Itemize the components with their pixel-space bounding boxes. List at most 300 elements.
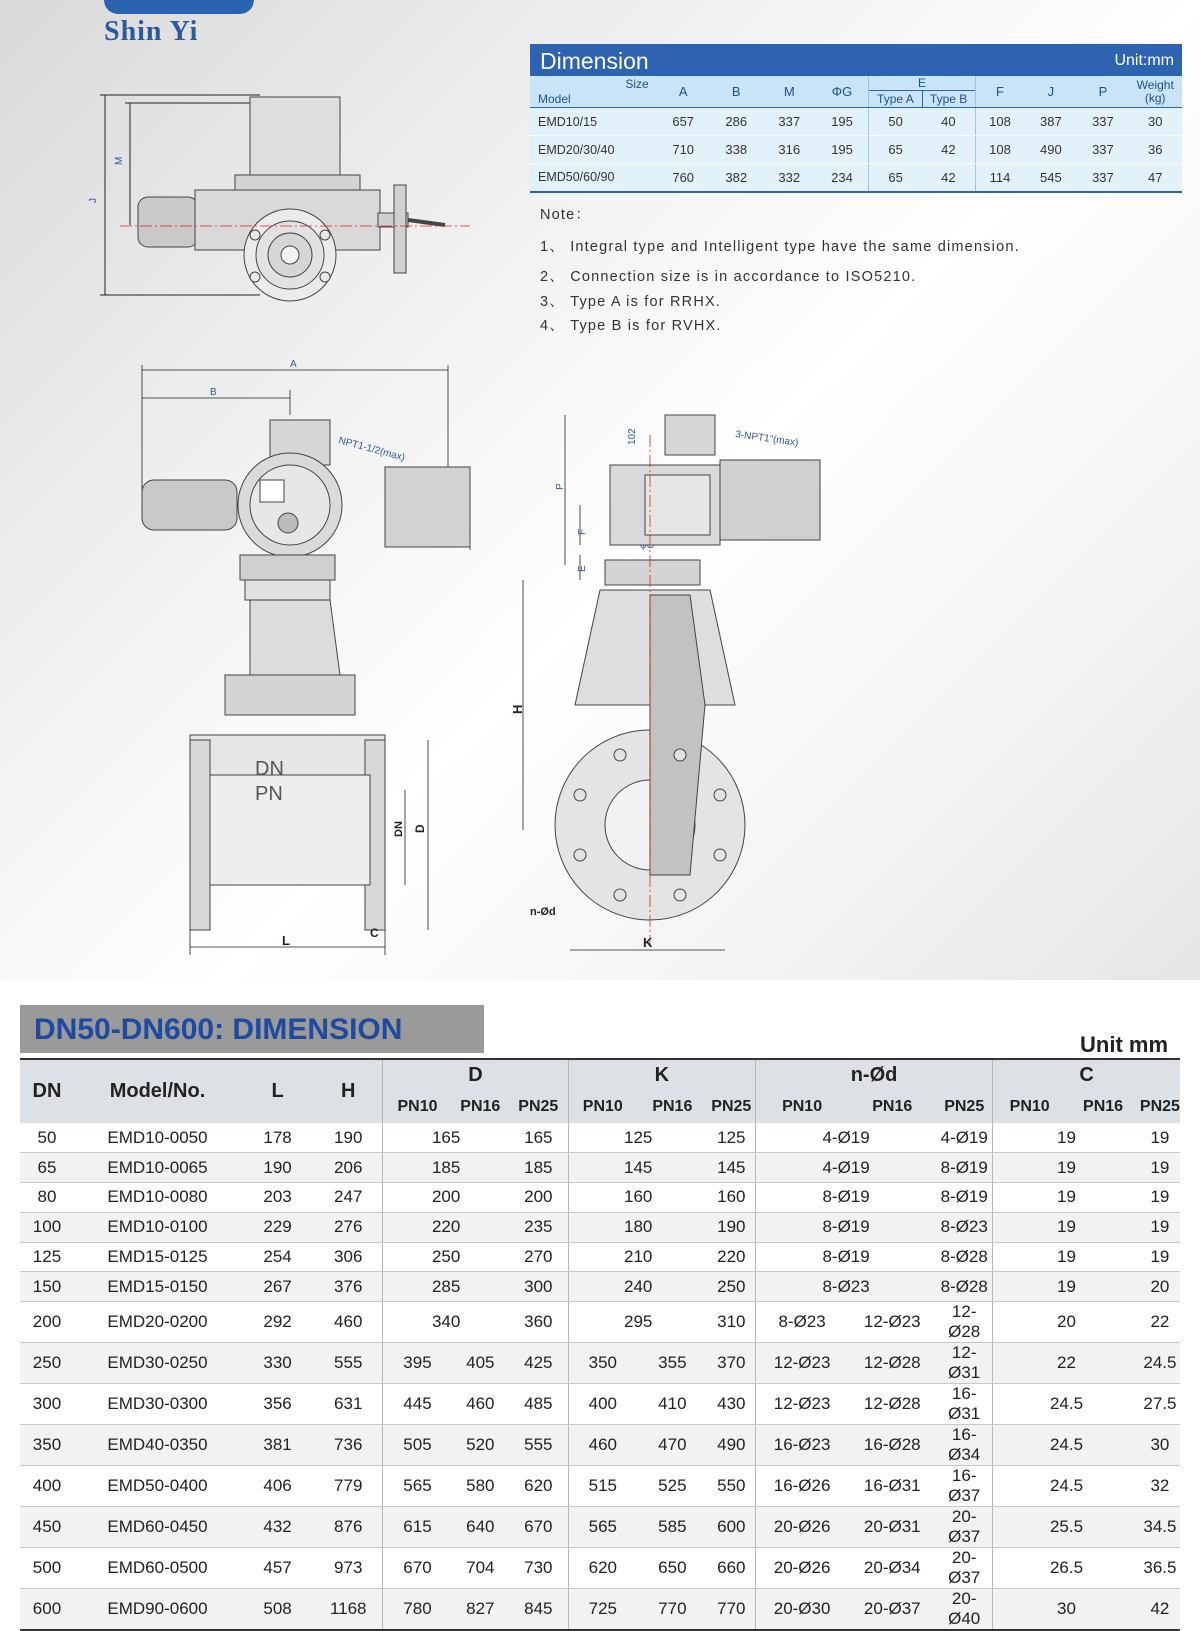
cell-k-pn10-16: 210 <box>568 1242 708 1272</box>
cell-nd-pn25: 12-Ø28 <box>936 1302 992 1343</box>
dimension-row <box>530 164 1182 192</box>
cell-c-pn25: 19 <box>1140 1212 1180 1242</box>
cell-nd-pn16: 20-Ø31 <box>848 1507 936 1548</box>
dim-g: 195 <box>816 108 869 136</box>
cell-k-pn25: 370 <box>708 1343 756 1384</box>
cell-model: EMD10-0100 <box>74 1212 241 1242</box>
cell-nd-pn25: 12-Ø31 <box>936 1343 992 1384</box>
cell-l: 356 <box>241 1384 314 1425</box>
note-line: 3、 Type A is for RRHX. <box>540 293 722 310</box>
size-model-corner <box>530 76 657 108</box>
table-row <box>20 1302 1180 1343</box>
cell-c-pn25: 32 <box>1140 1466 1180 1507</box>
notes-title: Note： <box>540 207 592 223</box>
cell-c-pn10-16: 20 <box>993 1302 1140 1343</box>
col-e-type-b: Type B <box>929 92 968 106</box>
cell-c-pn25: 36.5 <box>1140 1548 1180 1589</box>
label-nd: n-Ød <box>530 906 556 918</box>
dim-a: 710 <box>657 136 710 164</box>
cell-k-pn25: 220 <box>708 1242 756 1272</box>
cell-nd-pn16: 12-Ø28 <box>848 1384 936 1425</box>
cell-model: EMD30-0250 <box>74 1343 241 1384</box>
dim-w: 36 <box>1128 136 1182 164</box>
col-g: ΦG <box>816 76 869 108</box>
cell-k-pn10-16: 240 <box>568 1272 708 1302</box>
cell-dn: 50 <box>20 1123 74 1153</box>
cell-l: 292 <box>241 1302 314 1343</box>
dn-dimension-table <box>20 1058 1180 1631</box>
label-e: E <box>577 565 588 572</box>
col-b: B <box>710 76 763 108</box>
cell-nd-pn16: 12-Ø28 <box>848 1343 936 1384</box>
cell-d-pn10-16: 165 <box>383 1123 509 1153</box>
cell-k-pn25: 125 <box>708 1123 756 1153</box>
col-f: F <box>975 76 1024 108</box>
cell-l: 406 <box>241 1466 314 1507</box>
cell-d-pn10: 565 <box>383 1466 452 1507</box>
cell-k-pn10-16: 125 <box>568 1123 708 1153</box>
note-line: 1、 Integral type and Intelligent type have the same dimension. <box>540 238 1020 255</box>
th-c-pn25: PN25 <box>1139 1098 1180 1115</box>
cell-h: 306 <box>314 1242 383 1272</box>
cell-nd-pn25: 20-Ø37 <box>936 1548 992 1589</box>
cell-h: 206 <box>314 1153 383 1183</box>
cell-c-pn10-16: 26.5 <box>993 1548 1140 1589</box>
cell-dn: 300 <box>20 1384 74 1425</box>
table-row <box>20 1425 1180 1466</box>
note-line: 2、 Connection size is in accordance to ISO5210. <box>540 269 917 285</box>
cell-nd-pn10-16: 8-Ø19 <box>755 1183 936 1213</box>
th-dn: DN <box>32 1080 62 1102</box>
dim-j: 387 <box>1024 108 1077 136</box>
cell-d-pn25: 165 <box>509 1123 568 1153</box>
table-row <box>20 1466 1180 1507</box>
cell-c-pn25: 24.5 <box>1140 1343 1180 1384</box>
cell-k-pn25: 770 <box>708 1589 756 1631</box>
cell-nd-pn25: 8-Ø28 <box>936 1272 992 1302</box>
cell-nd-pn25: 8-Ø19 <box>936 1183 992 1213</box>
cell-k-pn25: 190 <box>708 1212 756 1242</box>
col-weight-label: Weight <box>1136 77 1174 92</box>
cell-d-pn10: 505 <box>383 1425 452 1466</box>
cell-h: 876 <box>314 1507 383 1548</box>
cell-h: 190 <box>314 1123 383 1153</box>
th-nd-pn25: PN25 <box>944 1098 985 1115</box>
table-row <box>20 1123 1180 1153</box>
dimension-row <box>530 108 1182 136</box>
dim-w: 30 <box>1128 108 1182 136</box>
cell-k-pn16: 470 <box>637 1425 708 1466</box>
cell-c-pn10-16: 19 <box>993 1123 1140 1153</box>
label-f: F <box>577 528 588 535</box>
corner-model: Model <box>538 92 571 106</box>
cell-k-pn10-16: 160 <box>568 1183 708 1213</box>
col-a: A <box>657 76 710 108</box>
dn-section-title: DN50-DN600: DIMENSION <box>34 1013 403 1046</box>
cell-dn: 500 <box>20 1548 74 1589</box>
col-j: J <box>1024 76 1077 108</box>
cell-d-pn16: 827 <box>452 1589 509 1631</box>
cell-nd-pn10-16: 4-Ø19 <box>755 1153 936 1183</box>
cell-nd-pn16: 16-Ø28 <box>848 1425 936 1466</box>
cell-d-pn10: 780 <box>383 1589 452 1631</box>
table-row <box>20 1242 1180 1272</box>
cell-k-pn25: 145 <box>708 1153 756 1183</box>
label-k: K <box>643 935 653 950</box>
cell-dn: 450 <box>20 1507 74 1548</box>
brand-name: Shin Yi <box>104 16 199 47</box>
cell-k-pn16: 525 <box>637 1466 708 1507</box>
cell-k-pn10: 400 <box>568 1384 637 1425</box>
label-b: B <box>210 387 217 398</box>
th-model: Model/No. <box>109 1080 206 1102</box>
th-l: L <box>271 1080 284 1102</box>
cell-d-pn10-16: 250 <box>383 1242 509 1272</box>
cell-h: 973 <box>314 1548 383 1589</box>
cell-c-pn10-16: 19 <box>993 1183 1140 1213</box>
cell-nd-pn25: 4-Ø19 <box>936 1123 992 1153</box>
dim-a: 657 <box>657 108 710 136</box>
cell-l: 254 <box>241 1242 314 1272</box>
cell-d-pn16: 520 <box>452 1425 509 1466</box>
cell-nd-pn10-16: 8-Ø19 <box>755 1242 936 1272</box>
cell-c-pn10-16: 19 <box>993 1153 1140 1183</box>
cell-c-pn25: 19 <box>1140 1242 1180 1272</box>
dim-e-a: 50 <box>888 114 903 129</box>
cell-nd-pn25: 8-Ø23 <box>936 1212 992 1242</box>
th-k-pn16: PN16 <box>652 1098 693 1115</box>
cell-k-pn10-16: 180 <box>568 1212 708 1242</box>
dim-g: 234 <box>816 164 869 192</box>
cell-k-pn25: 430 <box>708 1384 756 1425</box>
cell-d-pn25: 235 <box>509 1212 568 1242</box>
col-weight <box>1128 76 1182 108</box>
cell-nd-pn16: 20-Ø37 <box>848 1589 936 1631</box>
dimension-table-header <box>530 44 1182 76</box>
cell-d-pn10-16: 200 <box>383 1183 509 1213</box>
table-row <box>20 1384 1180 1425</box>
table-row <box>20 1589 1180 1631</box>
dim-a: 760 <box>657 164 710 192</box>
label-dn-cast: DN <box>255 758 284 780</box>
cell-k-pn16: 355 <box>637 1343 708 1384</box>
cell-d-pn10: 670 <box>383 1548 452 1589</box>
corner-size: Size <box>625 77 649 91</box>
cell-dn: 200 <box>20 1302 74 1343</box>
cell-h: 779 <box>314 1466 383 1507</box>
dim-model: EMD20/30/40 <box>530 136 657 164</box>
dim-f: 114 <box>975 164 1024 192</box>
dim-model: EMD50/60/90 <box>530 164 657 192</box>
label-m: M <box>114 156 125 165</box>
cell-nd-pn16: 12-Ø23 <box>848 1302 936 1343</box>
cell-nd-pn16: 20-Ø34 <box>848 1548 936 1589</box>
table-row <box>20 1183 1180 1213</box>
cell-model: EMD30-0300 <box>74 1384 241 1425</box>
cell-d-pn25: 730 <box>509 1548 568 1589</box>
th-k: K <box>568 1059 755 1091</box>
label-h: H <box>510 704 525 714</box>
cell-nd-pn10: 8-Ø23 <box>755 1302 848 1343</box>
dim-j: 545 <box>1024 164 1077 192</box>
actuator-top-view-drawing <box>90 85 490 305</box>
cell-k-pn16: 650 <box>637 1548 708 1589</box>
dim-e-a: 65 <box>888 142 903 157</box>
cell-d-pn10-16: 185 <box>383 1153 509 1183</box>
th-nd: n-Ød <box>755 1059 992 1091</box>
cell-nd-pn10: 12-Ø23 <box>755 1343 848 1384</box>
valve-side-view-drawing <box>505 405 835 965</box>
cell-k-pn10-16: 145 <box>568 1153 708 1183</box>
cell-nd-pn16: 16-Ø31 <box>848 1466 936 1507</box>
cell-model: EMD10-0050 <box>74 1123 241 1153</box>
dim-f: 108 <box>975 136 1024 164</box>
th-d-pn25: PN25 <box>518 1098 559 1115</box>
dimension-table <box>530 44 1182 193</box>
cell-c-pn25: 22 <box>1140 1302 1180 1343</box>
cell-d-pn16: 580 <box>452 1466 509 1507</box>
cell-k-pn25: 600 <box>708 1507 756 1548</box>
col-e <box>869 76 975 108</box>
dimension-grid <box>530 76 1182 193</box>
cell-k-pn10: 515 <box>568 1466 637 1507</box>
cell-k-pn25: 490 <box>708 1425 756 1466</box>
cell-l: 178 <box>241 1123 314 1153</box>
dim-e <box>869 108 975 136</box>
label-npt-right: 3-NPT1"(max) <box>734 429 800 449</box>
cell-d-pn16: 704 <box>452 1548 509 1589</box>
cell-l: 457 <box>241 1548 314 1589</box>
dimension-row <box>530 136 1182 164</box>
dim-e-b: 42 <box>941 169 956 185</box>
cell-l: 508 <box>241 1589 314 1631</box>
cell-d-pn16: 405 <box>452 1343 509 1384</box>
cell-l: 267 <box>241 1272 314 1302</box>
cell-nd-pn25: 16-Ø31 <box>936 1384 992 1425</box>
cell-nd-pn10: 12-Ø23 <box>755 1384 848 1425</box>
cell-k-pn10: 620 <box>568 1548 637 1589</box>
cell-dn: 400 <box>20 1466 74 1507</box>
dim-e-b: 42 <box>941 142 956 157</box>
th-h: H <box>341 1080 356 1102</box>
cell-d-pn25: 670 <box>509 1507 568 1548</box>
cell-d-pn25: 620 <box>509 1466 568 1507</box>
cell-d-pn25: 200 <box>509 1183 568 1213</box>
dimension-unit: Unit:mm <box>1114 52 1174 69</box>
cell-k-pn25: 310 <box>708 1302 756 1343</box>
col-weight-unit: (kg) <box>1144 90 1166 105</box>
cell-l: 432 <box>241 1507 314 1548</box>
dim-f: 108 <box>975 108 1024 136</box>
cell-d-pn25: 360 <box>509 1302 568 1343</box>
cell-l: 381 <box>241 1425 314 1466</box>
cell-model: EMD15-0150 <box>74 1272 241 1302</box>
th-k-pn25: PN25 <box>711 1098 752 1115</box>
dim-e <box>869 136 975 164</box>
dim-e <box>869 164 975 192</box>
cell-nd-pn10-16: 4-Ø19 <box>755 1123 936 1153</box>
note-line: 4、 Type B is for RVHX. <box>540 318 722 334</box>
cell-c-pn25: 19 <box>1140 1183 1180 1213</box>
cell-model: EMD15-0125 <box>74 1242 241 1272</box>
cell-nd-pn25: 16-Ø37 <box>936 1466 992 1507</box>
cell-d-pn10-16: 285 <box>383 1272 509 1302</box>
cell-dn: 600 <box>20 1589 74 1631</box>
cell-c-pn10-16: 22 <box>993 1343 1140 1384</box>
label-l: L <box>282 933 290 948</box>
th-d: D <box>383 1059 568 1091</box>
th-c-pn16: PN16 <box>1083 1098 1124 1115</box>
cell-c-pn10-16: 19 <box>993 1272 1140 1302</box>
label-j: J <box>88 198 99 203</box>
col-e-type-a: Type A <box>869 91 922 107</box>
dimension-title: Dimension <box>540 48 649 74</box>
cell-c-pn10-16: 25.5 <box>993 1507 1140 1548</box>
cell-k-pn10: 350 <box>568 1343 637 1384</box>
cell-c-pn25: 34.5 <box>1140 1507 1180 1548</box>
cell-d-pn10: 615 <box>383 1507 452 1548</box>
label-p: P <box>555 483 566 490</box>
cell-h: 276 <box>314 1212 383 1242</box>
table-row <box>20 1343 1180 1384</box>
dim-b: 286 <box>710 108 763 136</box>
cell-nd-pn25: 8-Ø19 <box>936 1153 992 1183</box>
brand-logo <box>100 0 260 48</box>
cell-dn: 250 <box>20 1343 74 1384</box>
cell-c-pn10-16: 30 <box>993 1589 1140 1631</box>
dim-g: 195 <box>816 136 869 164</box>
cell-model: EMD10-0065 <box>74 1153 241 1183</box>
cell-k-pn16: 410 <box>637 1384 708 1425</box>
table-row <box>20 1548 1180 1589</box>
cell-d-pn10: 395 <box>383 1343 452 1384</box>
cell-l: 229 <box>241 1212 314 1242</box>
cell-c-pn10-16: 19 <box>993 1242 1140 1272</box>
cell-d-pn25: 185 <box>509 1153 568 1183</box>
cell-k-pn25: 660 <box>708 1548 756 1589</box>
table-row <box>20 1272 1180 1302</box>
label-pn-cast: PN <box>255 783 283 805</box>
table-row <box>20 1153 1180 1183</box>
cell-d-pn25: 300 <box>509 1272 568 1302</box>
cell-c-pn25: 42 <box>1140 1589 1180 1631</box>
cell-nd-pn10: 16-Ø23 <box>755 1425 848 1466</box>
cell-model: EMD90-0600 <box>74 1589 241 1631</box>
label-d: D <box>413 824 427 833</box>
label-a: A <box>290 359 297 370</box>
cell-d-pn25: 425 <box>509 1343 568 1384</box>
cell-c-pn25: 19 <box>1140 1123 1180 1153</box>
valve-front-view-drawing <box>130 355 470 965</box>
cell-c-pn10-16: 24.5 <box>993 1384 1140 1425</box>
label-c: C <box>370 926 379 940</box>
th-d-pn16: PN16 <box>460 1098 501 1115</box>
th-k-pn10: PN10 <box>568 1091 637 1123</box>
cell-c-pn25: 27.5 <box>1140 1384 1180 1425</box>
cell-model: EMD50-0400 <box>74 1466 241 1507</box>
cell-d-pn10-16: 220 <box>383 1212 509 1242</box>
cell-c-pn25: 30 <box>1140 1425 1180 1466</box>
notes <box>540 208 1020 344</box>
cell-k-pn10: 725 <box>568 1589 637 1631</box>
cell-nd-pn10-16: 8-Ø23 <box>755 1272 936 1302</box>
cell-nd-pn10: 20-Ø30 <box>755 1589 848 1631</box>
table-row <box>20 1212 1180 1242</box>
th-c-pn10: PN10 <box>993 1091 1067 1123</box>
cell-k-pn16: 585 <box>637 1507 708 1548</box>
logo-mark <box>104 0 254 14</box>
cell-l: 203 <box>241 1183 314 1213</box>
col-e-label: E <box>869 76 974 91</box>
cell-model: EMD40-0350 <box>74 1425 241 1466</box>
cell-c-pn25: 20 <box>1140 1272 1180 1302</box>
cell-d-pn25: 555 <box>509 1425 568 1466</box>
cell-k-pn16: 770 <box>637 1589 708 1631</box>
cell-nd-pn25: 20-Ø40 <box>936 1589 992 1631</box>
dim-model: EMD10/15 <box>530 108 657 136</box>
dn-section-title-band <box>20 1005 484 1053</box>
cell-nd-pn10: 20-Ø26 <box>755 1507 848 1548</box>
col-p: P <box>1077 76 1128 108</box>
dim-b: 338 <box>710 136 763 164</box>
dim-m: 316 <box>763 136 816 164</box>
dim-w: 47 <box>1128 164 1182 192</box>
cell-h: 736 <box>314 1425 383 1466</box>
th-nd-pn16: PN16 <box>872 1098 913 1115</box>
cell-h: 1168 <box>314 1589 383 1631</box>
dim-b: 382 <box>710 164 763 192</box>
cell-c-pn10-16: 24.5 <box>993 1466 1140 1507</box>
cell-nd-pn25: 8-Ø28 <box>936 1242 992 1272</box>
cell-c-pn25: 19 <box>1140 1153 1180 1183</box>
dim-m: 337 <box>763 108 816 136</box>
cell-dn: 65 <box>20 1153 74 1183</box>
dim-m: 332 <box>763 164 816 192</box>
cell-h: 631 <box>314 1384 383 1425</box>
cell-d-pn25: 845 <box>509 1589 568 1631</box>
th-c: C <box>993 1059 1180 1091</box>
label-npt: NPT1-1/2(max) <box>337 435 407 464</box>
cell-model: EMD20-0200 <box>74 1302 241 1343</box>
cell-c-pn10-16: 24.5 <box>993 1425 1140 1466</box>
cell-d-pn25: 270 <box>509 1242 568 1272</box>
col-m: M <box>763 76 816 108</box>
dn-section-unit: Unit mm <box>1080 1032 1168 1057</box>
dim-p: 337 <box>1077 164 1128 192</box>
cell-l: 190 <box>241 1153 314 1183</box>
dim-j: 490 <box>1024 136 1077 164</box>
cell-dn: 125 <box>20 1242 74 1272</box>
cell-dn: 150 <box>20 1272 74 1302</box>
cell-d-pn10: 445 <box>383 1384 452 1425</box>
cell-d-pn16: 640 <box>452 1507 509 1548</box>
dn-dimension-grid <box>20 1058 1180 1631</box>
dim-e-b: 40 <box>941 114 956 129</box>
th-d-pn10: PN10 <box>383 1091 452 1123</box>
cell-k-pn10: 565 <box>568 1507 637 1548</box>
cell-h: 247 <box>314 1183 383 1213</box>
cell-model: EMD60-0500 <box>74 1548 241 1589</box>
label-dn-dim: DN <box>393 821 405 837</box>
cell-nd-pn10: 16-Ø26 <box>755 1466 848 1507</box>
th-nd-pn10: PN10 <box>755 1091 848 1123</box>
cell-model: EMD60-0450 <box>74 1507 241 1548</box>
cell-k-pn10: 460 <box>568 1425 637 1466</box>
cell-dn: 80 <box>20 1183 74 1213</box>
cell-model: EMD10-0080 <box>74 1183 241 1213</box>
cell-k-pn25: 550 <box>708 1466 756 1507</box>
cell-nd-pn10: 20-Ø26 <box>755 1548 848 1589</box>
